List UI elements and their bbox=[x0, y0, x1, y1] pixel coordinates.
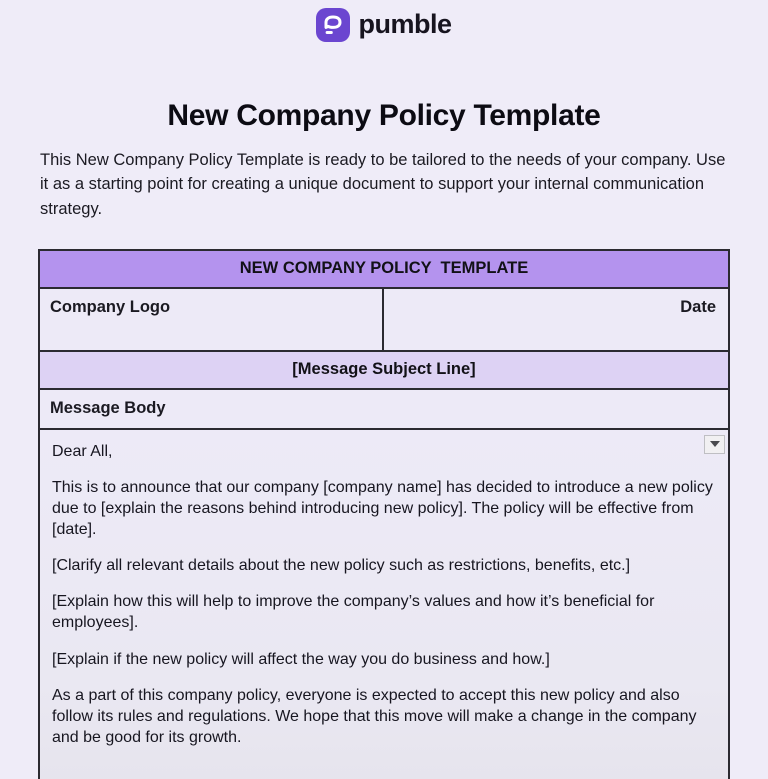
intro-paragraph: This New Company Policy Template is ready to be tailored to the needs of your company. Use it as a starting point for creating a unique document to support your internal communication strategy. bbox=[40, 151, 726, 218]
body-paragraph: [Explain how this will help to improve the company’s values and how it’s beneficial for employees]. bbox=[52, 593, 655, 632]
message-body-label-cell: Message Body bbox=[40, 390, 728, 430]
subject-line-cell[interactable]: [Message Subject Line] bbox=[40, 352, 728, 390]
policy-template-table bbox=[38, 249, 730, 779]
logo-date-row bbox=[40, 289, 728, 352]
pumble-logo-icon bbox=[316, 8, 350, 42]
brand-header bbox=[0, 0, 768, 42]
body-paragraph: [Clarify all relevant details about the new policy such as restrictions, benefits, etc.] bbox=[52, 557, 631, 575]
message-body-cell[interactable] bbox=[40, 430, 728, 779]
date-cell[interactable]: Date bbox=[680, 297, 716, 316]
body-paragraph: Dear All, bbox=[52, 442, 113, 460]
table-title-cell: NEW COMPANY POLICY TEMPLATE bbox=[40, 251, 728, 289]
cell-dropdown-button[interactable] bbox=[704, 435, 725, 454]
chevron-down-icon bbox=[710, 441, 720, 447]
body-paragraph: [Explain if the new policy will affect the way you do business and how.] bbox=[52, 650, 550, 668]
page-title: New Company Policy Template bbox=[167, 99, 601, 132]
body-paragraph: This is to announce that our company [company name] has decided to introduce a new policy due to [explain the reasons behind introducing new policy]. The policy will be effective from [date]. bbox=[52, 478, 713, 539]
body-paragraph: As a part of this company policy, everyone is expected to accept this new policy and also follow its rules and regulations. We hope that this move will make a change in the company and be good for its growth. bbox=[52, 686, 697, 746]
company-logo-cell[interactable]: Company Logo bbox=[40, 289, 384, 350]
brand-wordmark: pumble bbox=[358, 9, 452, 39]
